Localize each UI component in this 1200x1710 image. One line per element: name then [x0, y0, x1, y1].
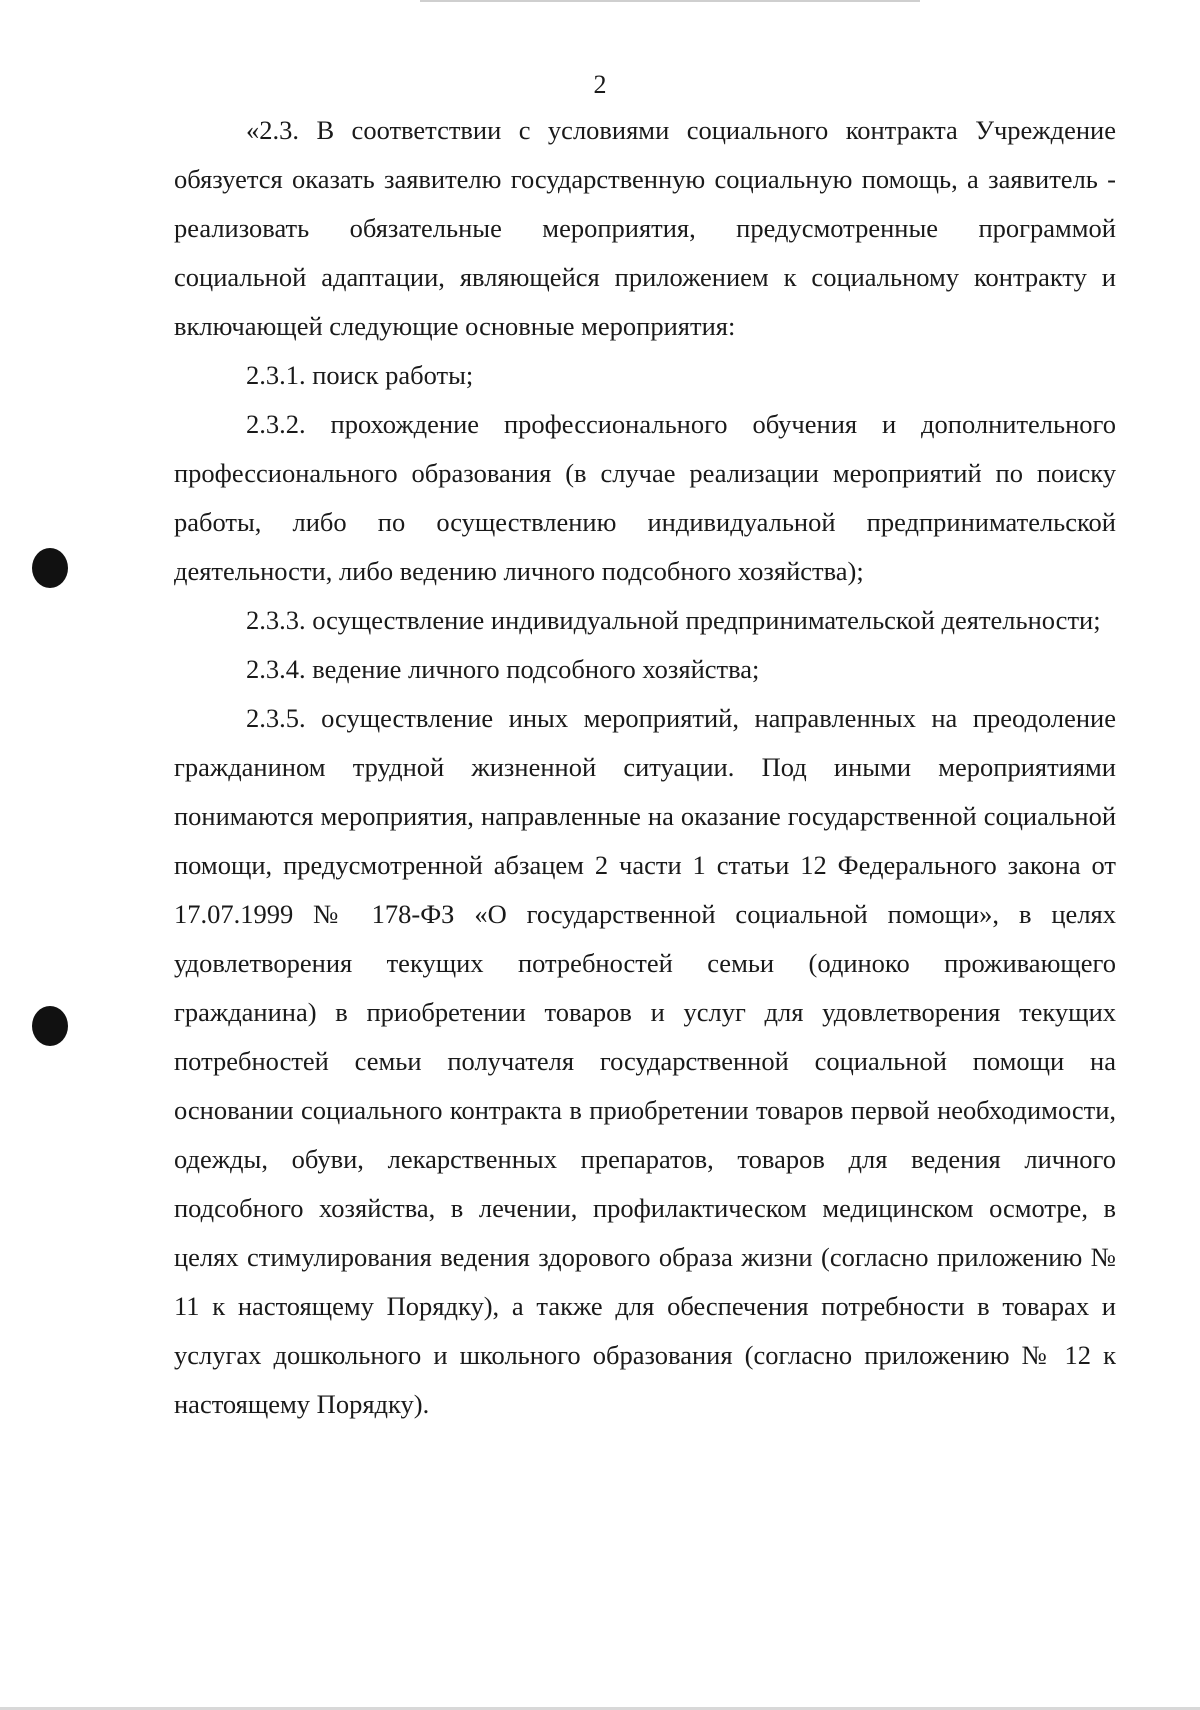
- paragraph-2-3-1: 2.3.1. поиск работы;: [246, 360, 474, 390]
- document-body: [174, 106, 1116, 1429]
- paragraph-2-3-2: 2.3.2. прохождение профессионального обучения и дополнительного профессионального образования (в случае реализации мероприятий по поиску работы, либо по осуществлению индивидуальной предпринимательской деятельности, либо ведению личного подсобного хозяйства);: [174, 409, 1116, 586]
- paragraph-2-3: «2.3. В соответствии с условиями социального контракта Учреждение обязуется оказать заявителю государственную социальную помощь, а заявитель - реализовать обязательные мероприятия, предусмотренные программой социальной адаптации, являющейся приложением к социальному контракту и включающей следующие основные мероприятия:: [174, 115, 1116, 341]
- paragraph-2-3-5: 2.3.5. осуществление иных мероприятий, направленных на преодоление гражданином трудной жизненной ситуации. Под иными мероприятиями понимаются мероприятия, направленные на оказание государственной социальной помощи, предусмотренной абзацем 2 части 1 статьи 12 Федерального закона от 17.07.1999 № 178-ФЗ «О государственной социальной помощи», в целях удовлетворения текущих потребностей семьи (одиноко проживающего гражданина) в приобретении товаров и услуг для удовлетворения текущих потребностей семьи получателя государственной социальной помощи на основании социального контракта в приобретении товаров первой необходимости, одежды, обуви, лекарственных препаратов, товаров для ведения личного подсобного хозяйства, в лечении, профилактическом медицинском осмотре, в целях стимулирования ведения здорового образа жизни (согласно приложению № 11 к настоящему Порядку), а также для обеспечения потребности в товарах и услугах дошкольного и школьного образования (согласно приложению № 12 к настоящему Порядку).: [174, 703, 1116, 1419]
- paragraph-2-3-4: 2.3.4. ведение личного подсобного хозяйства;: [246, 654, 760, 684]
- binder-hole-mark: [32, 548, 68, 588]
- scan-top-edge: [420, 0, 920, 2]
- paragraph-2-3-3: 2.3.3. осуществление индивидуальной предпринимательской деятельности;: [246, 605, 1101, 635]
- binder-hole-mark: [32, 1006, 68, 1046]
- page-number: 2: [593, 70, 607, 99]
